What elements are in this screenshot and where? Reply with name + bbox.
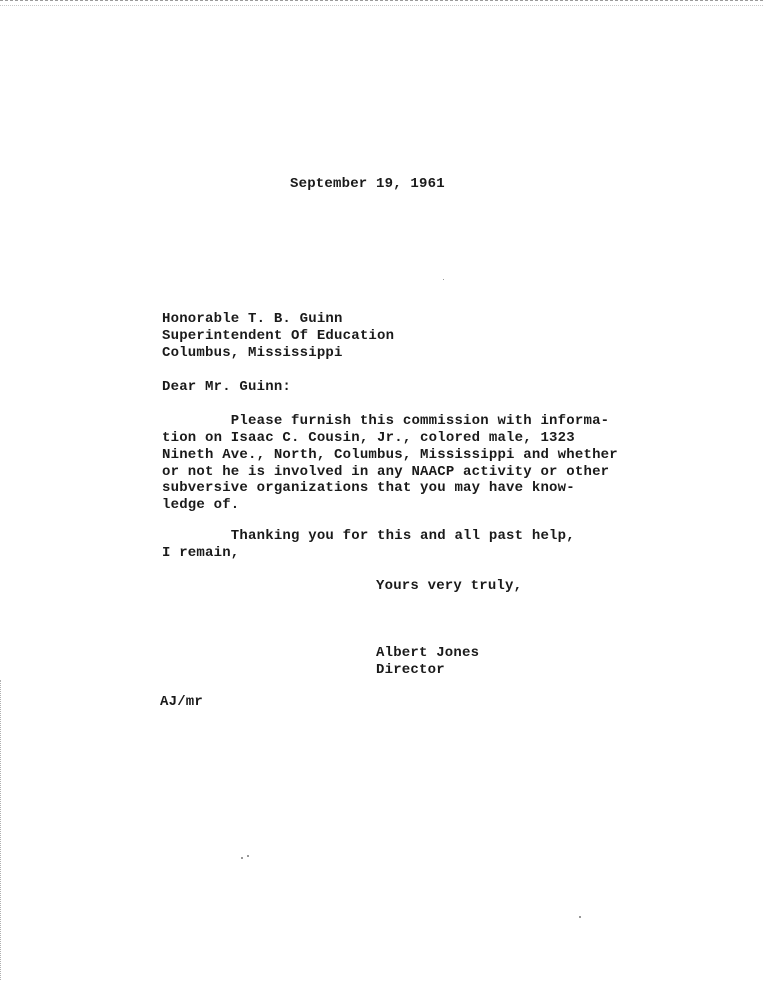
page-top-edge xyxy=(0,0,763,6)
signer-name: Albert Jones xyxy=(376,645,480,661)
body-line: subversive organizations that you may have know- xyxy=(162,480,575,496)
recipient-name: Honorable T. B. Guinn xyxy=(162,311,343,327)
scan-speck xyxy=(443,279,444,280)
scan-speck xyxy=(247,855,249,857)
body-line: Please furnish this commission with informa- xyxy=(162,413,610,429)
body-line: or not he is involved in any NAACP activity or other xyxy=(162,464,610,480)
reference-initials: AJ/mr xyxy=(160,694,204,710)
body-line: tion on Isaac C. Cousin, Jr., colored male, 1323 xyxy=(162,430,575,446)
recipient-location: Columbus, Mississippi xyxy=(162,345,343,361)
signer-title: Director xyxy=(376,662,445,678)
recipient-title: Superintendent Of Education xyxy=(162,328,395,344)
body-line: Nineth Ave., North, Columbus, Mississippi and whether xyxy=(162,447,618,463)
letter-date: September 19, 1961 xyxy=(290,176,445,192)
body-line: Thanking you for this and all past help, xyxy=(162,528,575,544)
page-left-edge xyxy=(0,680,3,980)
scan-speck xyxy=(241,857,243,859)
complimentary-close: Yours very truly, xyxy=(376,578,523,594)
body-line: ledge of. xyxy=(162,497,240,513)
scan-speck xyxy=(579,916,581,918)
salutation: Dear Mr. Guinn: xyxy=(162,379,292,395)
body-line: I remain, xyxy=(162,545,240,561)
